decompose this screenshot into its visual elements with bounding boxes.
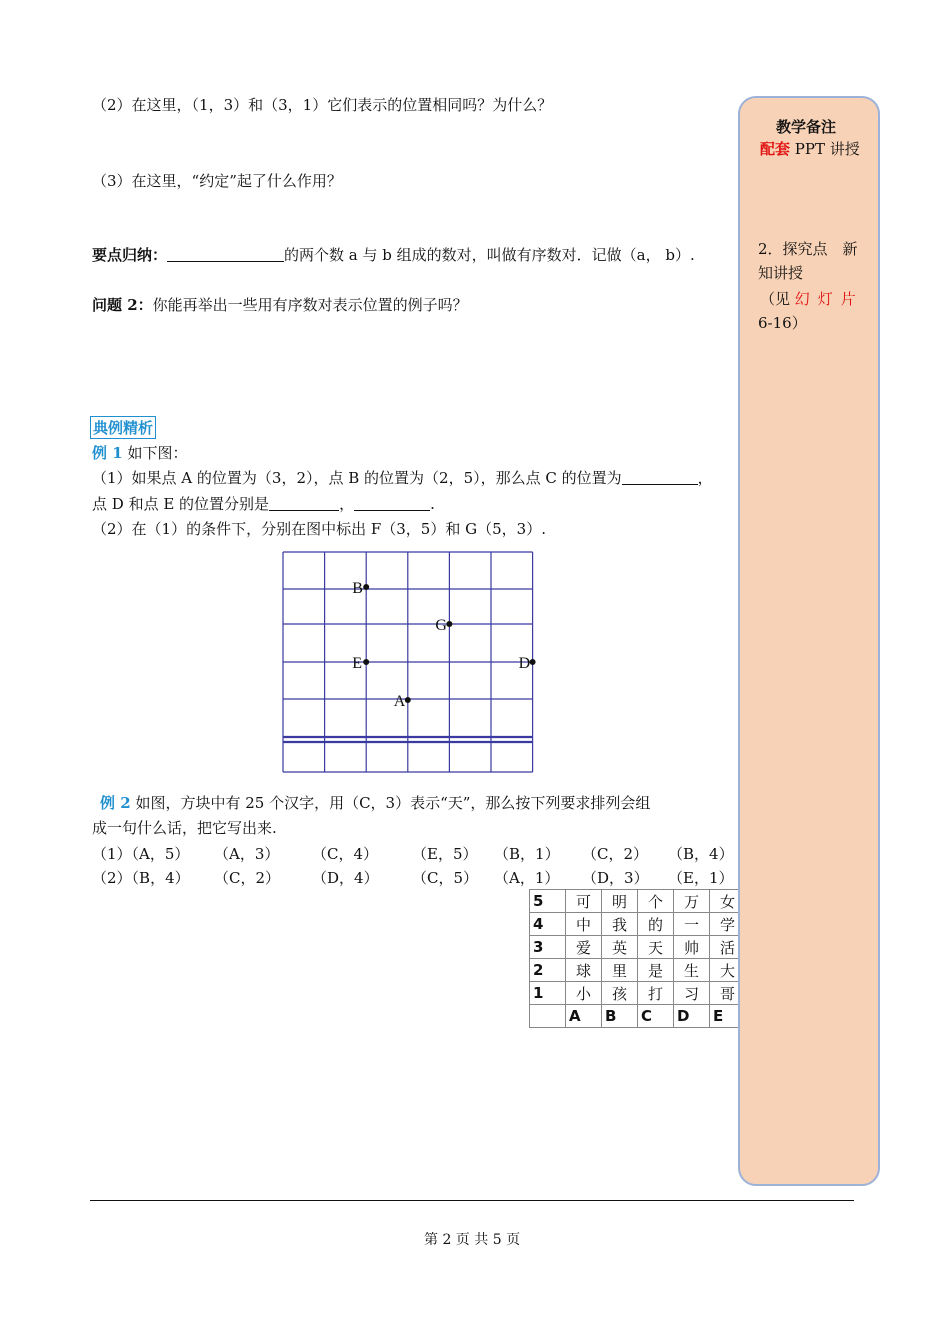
coordinate-item: （A，3） — [214, 845, 280, 863]
sidebar-ref-red: 幻灯片 — [794, 290, 864, 308]
row-number: 2 — [530, 959, 566, 982]
point-e-label: E — [352, 655, 362, 672]
character-cell: 打 — [638, 982, 674, 1005]
character-cell: 我 — [602, 913, 638, 936]
column-letter: B — [602, 1005, 638, 1028]
teaching-notes-sidebar — [738, 96, 880, 1186]
summary-label: 要点归纳： — [92, 246, 168, 264]
coordinate-item: （C，2） — [582, 845, 649, 863]
coordinate-item: （C，4） — [312, 845, 379, 863]
sidebar-slide-ref — [760, 288, 864, 309]
character-cell: 万 — [674, 890, 710, 913]
character-cell: 生 — [674, 959, 710, 982]
question-3-text: （3）在这里，“约定”起了什么作用？ — [92, 172, 342, 190]
row-number: 3 — [530, 936, 566, 959]
ex2-text1: 如图，方块中有 25 个汉字，用（C，3）表示“天”，那么按下列要求排列会组 — [135, 794, 651, 812]
example-2-line2: 成一句什么话，把它写出来. — [92, 819, 277, 837]
sidebar-section-line2: 知讲授 — [758, 264, 804, 282]
sidebar-title: 教学备注 — [776, 118, 837, 136]
table-row — [530, 982, 746, 1005]
summary-text: 的两个数 a 与 b 组成的数对，叫做有序数对．记做（a， b）. — [284, 246, 695, 264]
coordinate-item: （2）（B，4） — [92, 869, 190, 887]
point-g-label: G — [435, 617, 447, 634]
ex1-blank-d[interactable] — [269, 496, 339, 511]
character-cell: 哥 — [710, 982, 746, 1005]
corner-cell — [530, 1005, 566, 1028]
sidebar-ppt-text: PPT 讲授 — [790, 140, 860, 158]
sidebar-section-line1: 2．探究点 新 — [758, 240, 858, 258]
key-points-summary — [92, 244, 695, 265]
question-2-text: （2）在这里，（1，3）和（3，1）它们表示的位置相同吗？为什么？ — [92, 96, 553, 114]
point-a-dot — [405, 697, 411, 703]
ex1-part2: （2）在（1）的条件下，分别在图中标出 F（3，5）和 G（5，3）. — [92, 520, 546, 538]
column-letter: C — [638, 1005, 674, 1028]
point-g-dot — [446, 621, 452, 627]
sidebar-ref-open: （见 — [760, 290, 791, 308]
table-row — [530, 959, 746, 982]
character-cell: 女 — [710, 890, 746, 913]
table-row — [530, 913, 746, 936]
row-number: 1 — [530, 982, 566, 1005]
coordinate-item: （D，3） — [582, 869, 649, 887]
table-footer-row — [530, 1005, 746, 1028]
coordinate-item: （E，1） — [668, 869, 734, 887]
character-cell: 习 — [674, 982, 710, 1005]
character-table — [529, 889, 746, 1028]
character-cell: 学 — [710, 913, 746, 936]
ex1-part1-line2 — [92, 493, 435, 514]
coordinate-item: （A，1） — [494, 869, 560, 887]
coordinate-item: （B，1） — [494, 845, 560, 863]
sidebar-slide-pages: 6-16） — [758, 314, 807, 332]
ex1-part1-line1 — [92, 467, 713, 488]
character-cell: 里 — [602, 959, 638, 982]
ex1-label: 例 1 — [92, 444, 123, 462]
ex1-comma: ， — [339, 495, 355, 513]
character-cell: 爱 — [566, 936, 602, 959]
character-cell: 明 — [602, 890, 638, 913]
coordinate-item: （C，5） — [412, 869, 479, 887]
character-cell: 帅 — [674, 936, 710, 959]
coordinate-item: （1）（A，5） — [92, 845, 190, 863]
row-number: 4 — [530, 913, 566, 936]
character-cell: 英 — [602, 936, 638, 959]
character-cell: 大 — [710, 959, 746, 982]
character-cell: 中 — [566, 913, 602, 936]
ex1-blank-e[interactable] — [354, 496, 430, 511]
character-cell: 天 — [638, 936, 674, 959]
point-b-label: B — [352, 580, 363, 597]
coordinate-item: （D，4） — [312, 869, 379, 887]
coordinate-item: （C，2） — [214, 869, 281, 887]
coordinate-item: （B，4） — [668, 845, 734, 863]
sidebar-ppt-note — [760, 138, 860, 159]
point-d-label: D — [518, 655, 531, 672]
ex1-intro: 如下图： — [127, 444, 188, 462]
column-letter: D — [674, 1005, 710, 1028]
sidebar-ppt-red: 配套 — [760, 140, 791, 158]
point-e-dot — [363, 659, 369, 665]
summary-blank[interactable] — [167, 247, 284, 262]
character-cell: 球 — [566, 959, 602, 982]
character-cell: 一 — [674, 913, 710, 936]
ex1-blank-c[interactable] — [622, 470, 698, 485]
example-1-heading — [92, 442, 187, 463]
ex1-part1-end: ， — [697, 469, 713, 487]
page-footer: 第 2 页 共 5 页 — [424, 1232, 521, 1248]
point-a-label: A — [393, 693, 406, 710]
row-number: 5 — [530, 890, 566, 913]
footer-divider — [90, 1200, 854, 1201]
character-cell: 是 — [638, 959, 674, 982]
example-2-line1 — [100, 792, 650, 813]
section-title: 典例精析 — [90, 416, 156, 439]
ex1-period: . — [430, 495, 435, 513]
question-2-paragraph — [92, 294, 468, 315]
table-row — [530, 890, 746, 913]
coordinate-item: （E，5） — [412, 845, 478, 863]
character-cell: 活 — [710, 936, 746, 959]
character-cell: 可 — [566, 890, 602, 913]
ex1-part1-text: （1）如果点 A 的位置为（3，2），点 B 的位置为（2，5），那么点 C 的位置为 — [92, 469, 622, 487]
character-cell: 的 — [638, 913, 674, 936]
coordinate-grid — [276, 546, 538, 778]
question2-text: 你能再举出一些用有序数对表示位置的例子吗？ — [152, 296, 468, 314]
column-letter: A — [566, 1005, 602, 1028]
point-d-dot — [530, 659, 536, 665]
character-cell: 孩 — [602, 982, 638, 1005]
question2-label: 问题 2： — [92, 296, 153, 314]
ex2-label: 例 2 — [100, 794, 131, 812]
column-letter: E — [710, 1005, 746, 1028]
character-cell: 小 — [566, 982, 602, 1005]
character-cell: 个 — [638, 890, 674, 913]
point-b-dot — [363, 584, 369, 590]
table-row — [530, 936, 746, 959]
ex1-part1-text2: 点 D 和点 E 的位置分别是 — [92, 495, 270, 513]
